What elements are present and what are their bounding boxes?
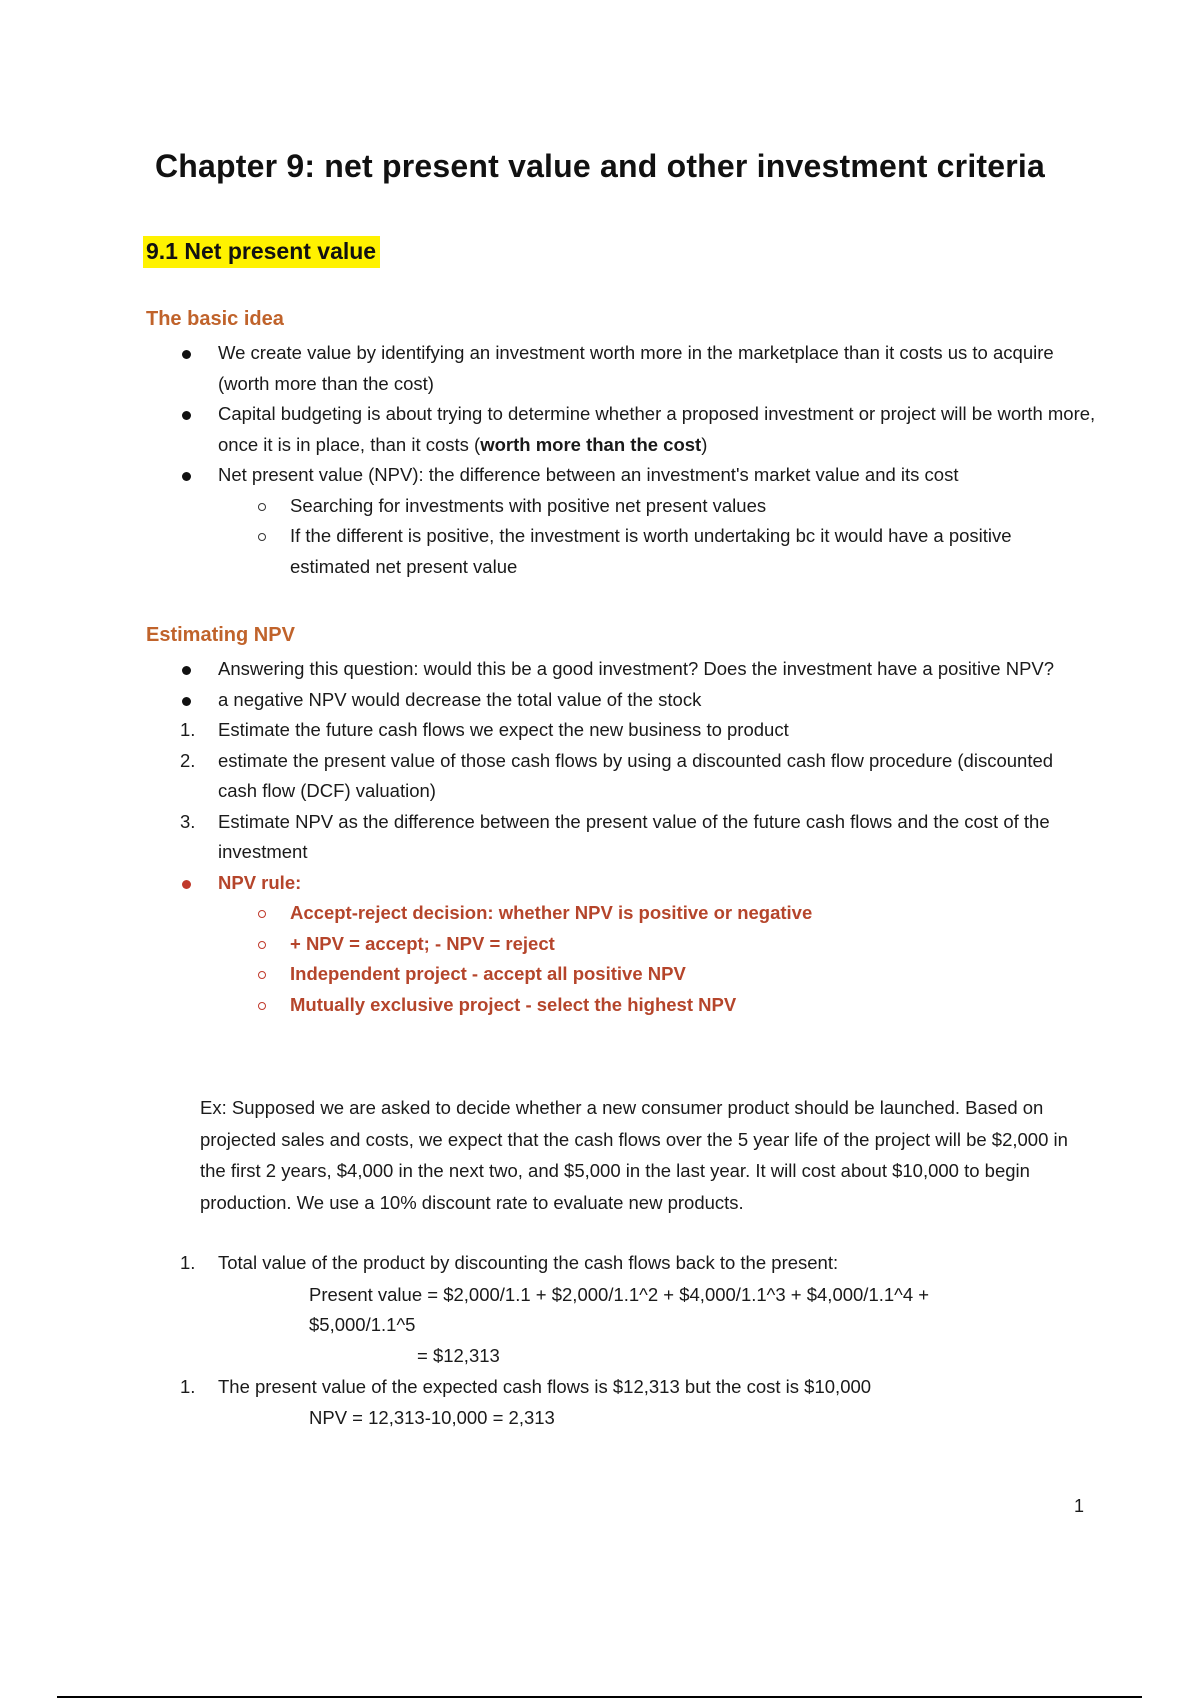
item-number: 3. (180, 810, 196, 832)
basic-idea-heading: The basic idea (146, 308, 284, 330)
list-item-text: Accept-reject decision: whether NPV is positive or negative (290, 902, 813, 923)
item-number: 1. (180, 719, 196, 740)
list-item-text: Total value of the product by discounting the cash flows back to the present: (218, 1252, 839, 1273)
sub-list-item (146, 491, 1096, 522)
sub-list-item (146, 959, 1096, 990)
list-item-text: Estimate the future cash flows we expect the new business to product (218, 719, 789, 740)
list-item-text: Mutually exclusive project - select the highest NPV (290, 993, 737, 1015)
item-number: 1. (180, 1376, 196, 1397)
item-number: 1. (180, 1252, 196, 1273)
npv-rule-label: NPV rule: (218, 871, 302, 893)
present-value-formula-line1: Present value = $2,000/1.1 + $2,000/1.1^2 + $4,000/1.1^3 + $4,000/1.1^4 + (309, 1284, 930, 1305)
worked-steps-list (146, 1248, 1096, 1279)
list-item (146, 685, 1096, 716)
npv-calculation: NPV = 12,313-10,000 = 2,313 (309, 1407, 555, 1428)
item-number: 2. (180, 749, 196, 771)
sub-list-item (146, 521, 1096, 582)
list-item-text: Estimate NPV as the difference between the present value of the future cash flows and the cost of the investment (218, 810, 1050, 862)
list-item-text: The present value of the expected cash flows is $12,313 but the cost is $10,000 (218, 1376, 872, 1397)
list-item (146, 460, 1096, 491)
list-item-text: Independent project - accept all positive NPV (290, 963, 686, 984)
present-value-result: = $12,313 (417, 1345, 500, 1366)
list-item (146, 654, 1096, 685)
list-item-text: estimate the present value of those cash flows by using a discounted cash flow procedure (discounted cash flow (DCF) valuation) (218, 749, 1054, 801)
page-divider (57, 1696, 1142, 1698)
list-item (146, 868, 1096, 899)
list-item-text: ) (701, 433, 708, 455)
estimating-npv-heading: Estimating NPV (146, 624, 295, 646)
basic-idea-list (146, 338, 1096, 582)
sub-list-item (146, 929, 1096, 960)
numbered-item (146, 807, 1096, 868)
present-value-formula-line2: $5,000/1.1^5 (309, 1314, 416, 1335)
numbered-item (146, 746, 1096, 807)
list-item-bold-text: worth more than the cost (480, 433, 702, 455)
page-number: 1 (1074, 1496, 1085, 1516)
chapter-title: Chapter 9: net present value and other investment criteria (154, 148, 1046, 184)
list-item (146, 399, 1096, 460)
list-item-text: Capital budgeting is about trying to determine whether a proposed investment or project will be worth more, once it is in place, than it costs ( (218, 403, 1096, 455)
sub-list-item (146, 990, 1096, 1021)
numbered-item (146, 1248, 1096, 1279)
example-paragraph: Ex: Supposed we are asked to decide whether a new consumer product should be launched. Based on projected sales and costs, we expect that the cash flows over the 5 year life of the project will be $2,000 in the first 2 years, $4,000 in the next two, and $5,000 in the last year. It will cost about $10,000 to begin production. We use a 10% discount rate to evaluate new products. (200, 1097, 1068, 1213)
numbered-item (146, 1372, 1096, 1403)
list-item-text: We create value by identifying an investment worth more in the marketplace than it costs us to acquire (worth more than the cost) (218, 342, 1054, 394)
estimating-npv-list (146, 654, 1096, 1020)
sub-list-item (146, 898, 1096, 929)
section-heading: 9.1 Net present value (143, 236, 380, 268)
list-item-text: Searching for investments with positive net present values (290, 494, 767, 516)
list-item (146, 338, 1096, 399)
list-item-text: a negative NPV would decrease the total value of the stock (218, 688, 702, 710)
list-item-text: Answering this question: would this be a good investment? Does the investment have a positive NPV? (218, 658, 1055, 679)
worked-steps-list-2 (146, 1372, 1096, 1403)
list-item-text: If the different is positive, the investment is worth undertaking bc it would have a positive estimated net present value (290, 525, 1012, 577)
numbered-item (146, 715, 1096, 746)
list-item-text: + NPV = accept; - NPV = reject (290, 932, 555, 954)
list-item-text: Net present value (NPV): the difference between an investment's market value and its cost (218, 464, 959, 485)
